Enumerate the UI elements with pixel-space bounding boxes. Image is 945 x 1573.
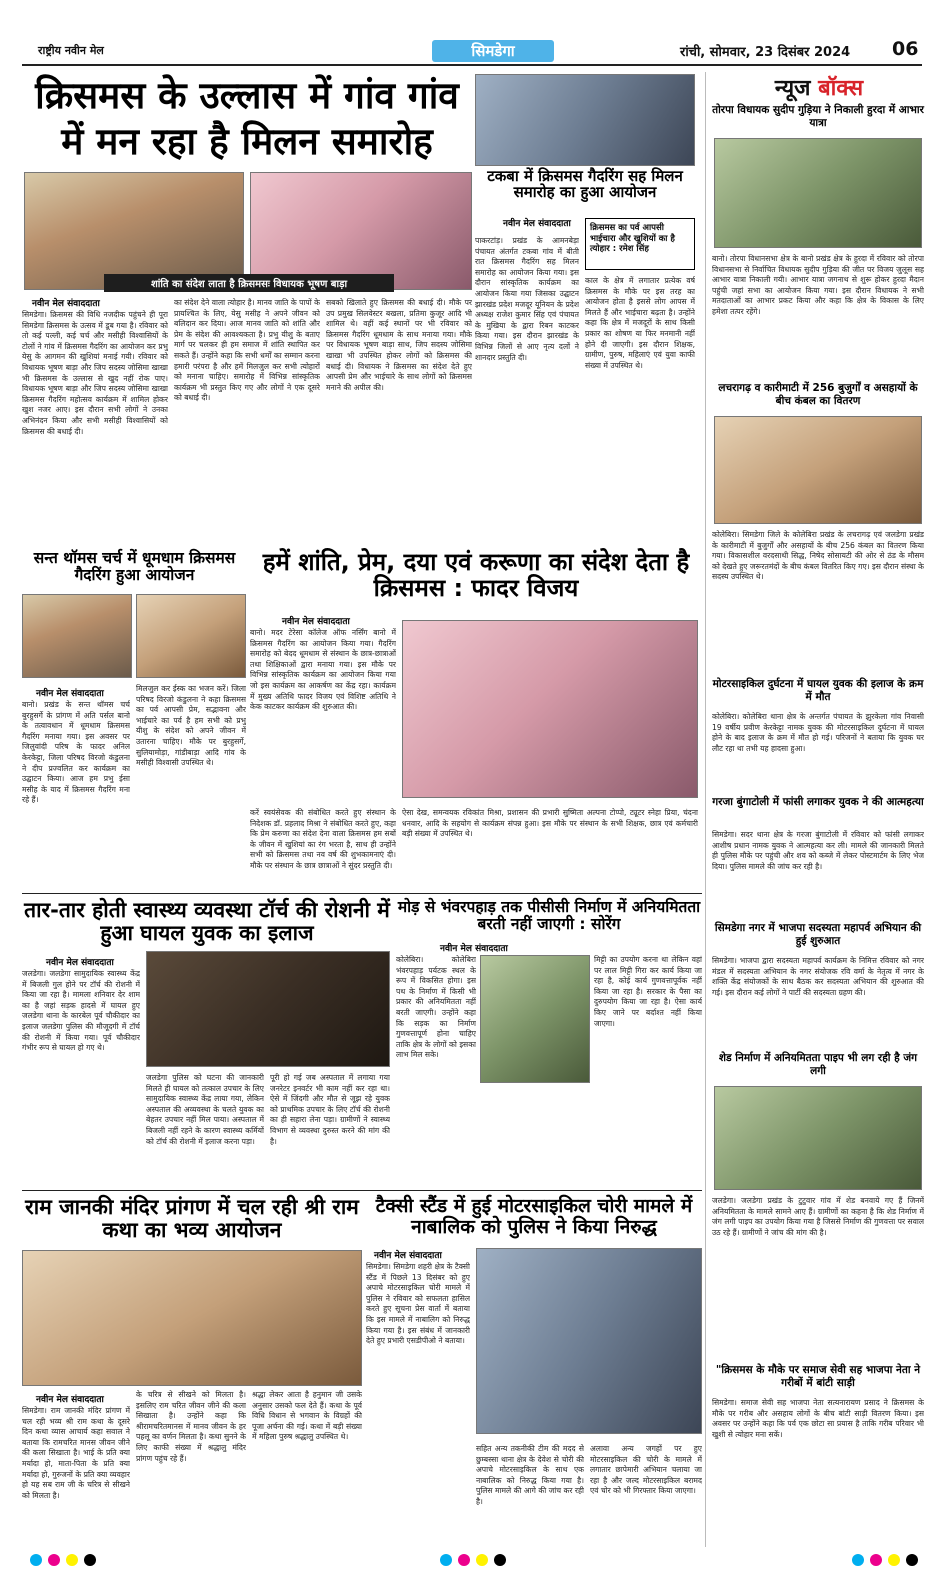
taxi-col-3: अलावा अन्य जगहों पर हुए मोटरसाइकिल की चोरी के मामले में लगातार छापेमारी अभियान चलाया जा रहा है और जल्द मोटरसाइकिल बरामद एवं चोर को भी गिरफ्तार किया जाएगा। [590, 1444, 702, 1496]
takba-photo [475, 74, 695, 166]
reg-mark-yellow [476, 1554, 488, 1566]
father-vijay-byline: नवीन मेल संवाददाता [282, 617, 350, 627]
takba-byline: नवीन मेल संवाददाता [503, 219, 571, 229]
news-box-title [712, 72, 926, 102]
news-box-item-headline: मोटरसाइकिल दुर्घटना में घायल युवक की इलाज के क्रम में मौत [712, 678, 924, 703]
news-box-item-headline: "क्रिसमस के मौके पर समाज सेवी सह भाजपा नेता ने गरीबों में बांटी साड़ी [715, 1364, 921, 1389]
main-col-2: का संदेश देने वाला त्योहार है। मानव जाति के पापों के प्रायश्चित के लिए, येसु मसीह ने अपने जीवन को बलिदान कर दिया। आज मानव जाति को शांति और प्रेम के संदेश की आवश्यकता है। प्रभु यीशु के बताए मार्ग पर चलकर ही हम समाज में शांति स्थापित कर सकते हैं। उन्होंने कहा कि सभी धर्मों का सम्मान करना हमारी परंपरा है और हमें मिलजुल कर सभी त्योहारों को मनाना चाहिए। समारोह में विभिन्न सांस्कृतिक कार्यक्रम भी प्रस्तुत किए गए और लोगों ने एक दूसरे को बधाई दी। [174, 298, 320, 403]
news-box-item-body: सिमडेगा। सदर थाना क्षेत्र के गरजा बुंगाटोली में रविवार को फांसी लगाकर आशीष प्रधान नामक युवक ने आत्महत्या कर ली। मामले की जानकारी मिलते ही पुलिस मौके पर पहुंची और शव को कब्जे में लेकर पोस्टमार्टम के लिए भेज दिया। पुलिस मामले की जांच कर रही है। [712, 830, 924, 871]
ram-katha-col-1: सिमडेगा। राम जानकी मंदिर प्रांगण में चल रही भव्य श्री राम कथा के दूसरे दिन कथा व्यास आचार्य कहा सवाल ने बताया कि रामचरित मानस जीवन जीने की कला सिखाता है। भाई के प्रति क्या मर्यादा हो, माता-पिता के प्रति क्या मर्यादा हो, गुरुजनों के प्रति क्या व्यवहार हो यह सब राम जी के चरित्र से सीखने को मिलता है। [22, 1406, 130, 1500]
takba-col-2: काल के क्षेत्र में लगातार प्रत्येक वर्ष क्रिसमस के मौके पर इस तरह का आयोजन होता है इससे लोग आपस में मिलते हैं और भाईचारा बढ़ता है। उन्होंने कहा कि क्षेत्र में मजदूरों के साथ किसी प्रकार का शोषण या फिर मनमानी नहीं होने दी जाएगी। इस दौरान शिक्षक, ग्रामीण, पुरुष, महिलाएं एवं युवा काफी संख्या में उपस्थित थे। [585, 276, 695, 370]
dateline: रांची, सोमवार, 23 दिसंबर 2024 [680, 45, 851, 60]
news-box-item-headline: सिमडेगा नगर में भाजपा सदस्यता महापर्व अभियान की हुई शुरुआत [714, 922, 922, 947]
section-divider [22, 893, 702, 894]
taxi-theft-story [366, 1194, 702, 1546]
print-registration-strip [0, 1548, 945, 1573]
health-headline: तार-तार होती स्वास्थ्य व्यवस्था टॉर्च की रोशनी में हुआ घायल युवक का इलाज [24, 898, 390, 945]
father-vijay-col-1: बानो। मदर टेरेसा कॉलेज ऑफ नर्सिंग बानो में क्रिसमस गैदरिंग का आयोजन किया गया। गैदरिंग समारोह को बेदद धूमधाम से संस्थान के छात्र-छात्राओं तथा शिक्षिकाओं द्वारा मनाया गया। इस मौके पर विभिन्न सांस्कृतिक कार्यक्रम का आयोजन किया गया जो इस कार्यक्रम का आकर्षण का केंद्र रहा। कार्यक्रम में मुख्य अतिथि फादर विजय एवं विशिष्ट अतिथि ने केक काटकर कार्यक्रम की शुरुआत की। [250, 628, 396, 712]
main-byline: नवीन मेल संवाददाता [32, 299, 100, 309]
takba-story [475, 72, 700, 547]
ram-katha-headline: राम जानकी मंदिर प्रांगण में चल रही श्री राम कथा का भव्य आयोजन [25, 1195, 359, 1242]
main-col-3: सबको खिलाते हुए क्रिसमस की बधाई दी। मौके पर उप प्रमुख सिलवेस्टर बखला, प्रतिमा कुजूर आदि भी शामिल थे। वहीं कई स्थानों पर भी रविवार को क्रिसमस गैदरिंग धूमधाम के साथ मनाया गया। मौके पर विधायक भूषण बाड़ा साथ, जिप सदस्य जोसिमा खाखा भी उपस्थित होकर लोगों को क्रिसमस की बधाई दी। विधायक ने क्रिसमस का संदेश देते हुए आपसी प्रेम और भाईचारे के साथ लोगों को क्रिसमस मनाने की अपील की। [326, 298, 472, 392]
health-col-2: जलडेगा पुलिस को घटना की जानकारी मिलते ही घायल को तत्काल उपचार के लिए सामुदायिक स्वास्थ्य केंद्र लाया गया, लेकिन अस्पताल की अव्यवस्था के चलते युवक का बेहतर उपचार नहीं मिल पाया। अस्पताल में बिजली नहीं रहने के कारण स्वास्थ्य कर्मियों को टॉर्च की रोशनी में इलाज करना पड़ा। [146, 1073, 264, 1146]
health-col-3: पूरी हो गई जब अस्पताल में लगाया गया जनरेटर इनवर्टर भी काम नहीं कर रहा था। ऐसे में जिंदगी और मौत से जूझ रहे युवक को प्राथमिक उपचार के लिए टॉर्च की रोशनी का ही सहारा लेना पड़ा। ग्रामीणों ने स्वास्थ्य विभाग से व्यवस्था दुरुस्त करने की मांग की है। [270, 1073, 390, 1146]
news-box-item-headline: गरजा बुंगाटोली में फांसी लगाकर युवक ने की आत्महत्या [712, 796, 924, 808]
taxi-byline: नवीन मेल संवाददाता [374, 1251, 442, 1261]
takba-col-1: पाकरटांड़। प्रखंड के आमनबेड़ा पंचायत अंतर्गत टकबा गांव में बीती रात क्रिसमस गैदरिंग सह मिलन समारोह का आयोजन किया गया। इस दौरान सांस्कृतिक कार्यक्रम का आयोजन किया गया जिसका उद्घाटन झारखंड प्रदेश मजदूर यूनियन के प्रदेश अध्यक्ष राजेश कुमार सिंह एवं पंचायत के मुखिया के द्वारा रिबन काटकर किया गया। इस दौरान झारखंड के विभिन्न जिलों से आए नृत्य दलों ने शानदार प्रस्तुति दी। [475, 236, 579, 362]
taxi-headline: टैक्सी स्टैंड में हुई मोटरसाइकिल चोरी मामले में नाबालिक को पुलिस ने किया निरुद्ध [375, 1195, 693, 1238]
health-torch-story [22, 897, 392, 1187]
news-box-item-body: कोलेबिरा। कोलेबिरा थाना क्षेत्र के अन्तर्गत पंचायत के झुरकेला गांव निवासी 19 वर्षीय प्रवीण केरकेट्टा नामक युवक की मोटरसाइकिल दुर्घटना में घायल होने के बाद इलाज के क्रम में मौत हो गई। परिजनों ने बताया कि युवक घर लौट रहा था तभी यह हादसा हुआ। [712, 712, 924, 753]
news-box-item-photo [714, 138, 922, 248]
news-box-item-body: सिमडेगा। भाजपा द्वारा सदस्यता महापर्व कार्यक्रम के निमित्त रविवार को नगर मंडल में सदस्यता अभियान के नगर संयोजक रवि वर्मा के नेतृत्व में नगर के शक्ति केंद्र संयोजकों के साथ बैठक कर सदस्यता अभियान की शुरुआत की गई। इस दौरान कई लोगों ने पार्टी की सदस्यता ग्रहण की। [712, 956, 924, 997]
reg-mark-magenta [48, 1554, 60, 1566]
father-vijay-col-2: करें स्वयंसेवक की संबोधित करते हुए संस्थान के निदेशक डॉ. प्रहलाद मिश्रा ने संबोधित करते हुए, कहा कि प्रेम करुणा का संदेश देना वाला क्रिसमस हम सबों के जीवन में खुशियां का रंग भरता है, साथ ही उन्होंने सभी को क्रिसमस तथा नव वर्ष की शुभकामनाएं दी। मौके पर संस्थान के छात्र छात्राओं ने सुंदर प्रस्तुति दी। [250, 808, 396, 870]
father-vijay-col-3: ऐसा देख, समन्वयक रविकांत मिश्रा, प्रशासन की प्रभारी सुष्मिता अल्पना टोप्पो, ट्यूटर स्नेहा प्रिया, चंदना धनवार, आदि के सहयोग से कार्यक्रम संपन्न हुआ। इस मौके पर संस्थान के सभी शिक्षक, छात्र एवं कर्मचारी बड़ी संख्या में उपस्थित थे। [402, 808, 698, 839]
news-box-title-black: न्यूज [774, 76, 819, 101]
ram-katha-byline: नवीन मेल संवाददाता [36, 1395, 104, 1405]
pcc-col-1: कोलेबिरा। कोलेबिरा भंवरपहाड़ पर्यटक स्थल के रूप में विकसित होगा। इस पथ के निर्माण में किसी भी प्रकार की अनियमितता नहीं बरती जाएगी। उन्होंने कहा कि सड़क का निर्माण गुणवत्तापूर्ण होना चाहिए ताकि क्षेत्र के लोगों को इसका लाभ मिल सके। [396, 955, 476, 1060]
reg-mark-black [906, 1554, 918, 1566]
taxi-col-2: सहित अन्य तकनीकी टीम की मदद से छुम्बस्सा थाना क्षेत्र के देवेश से चोरी की अपाचे मोटरसाइकिल के साथ एक नाबालिक को निरुद्ध किया गया है। पुलिस मामले की आगे की जांच कर रही है। [476, 1444, 584, 1506]
reg-mark-black [84, 1554, 96, 1566]
main-photo-left [24, 172, 244, 290]
news-box-item-photo [714, 1086, 922, 1190]
main-photo-right [250, 172, 472, 290]
pcc-photo [480, 955, 590, 1083]
main-headline-2: में मन रहा है मिलन समारोह [61, 120, 433, 163]
paper-name: राष्ट्रीय नवीन मेल [38, 44, 104, 57]
ram-katha-story [22, 1194, 362, 1546]
health-col-1: जलडेगा। जलडेगा सामुदायिक स्वास्थ्य केंद्र में बिजली गुल होने पर टॉर्च की रोशनी में किया जा रहा है। मामला शनिवार देर शाम का है जहां सड़क हादसे में घायल हुए जलडेगा थाना के कारबेल पूर्व चौकीदार का इलाज जलडेगा पुलिस की मौजूदगी में टॉर्च की रोशनी में किया गया। पूर्व चौकीदार गंभीर रूप से घायल हो गए थे। [22, 969, 140, 1053]
father-vijay-story [250, 550, 702, 890]
reg-mark-magenta [458, 1554, 470, 1566]
section-name: सिमडेगा [471, 42, 515, 60]
father-vijay-headline: हमें शांति, प्रेम, दया एवं करूणा का संदेश देता है क्रिसमस : फादर विजय [262, 548, 690, 602]
ram-katha-col-3: श्रद्धा लेकर आता है हनुमान जी उसके अनुसार उसको फल देते हैं। कथा के पूर्व विधि विधान से भगवान के विग्रहों की पूजा अर्चना की गई। कथा में बड़ी संख्या में महिला पुरुष श्रद्धालु उपस्थित थे। [252, 1390, 362, 1442]
health-byline: नवीन मेल संवाददाता [46, 958, 114, 968]
news-box-item-body: बानो। तोरपा विधानसभा क्षेत्र के बानो प्रखंड क्षेत्र के हुरदा में रविवार को तोरपा विधानसभा से निर्वाचित विधायक सुदीप गुड़िया की जीत पर विजय जुलूस सह आभार यात्रा निकाली गयी। आभार यात्रा जगनाथ से शुरू होकर हुरदा मैदान पहुंची जहां सभा का आयोजन किया गया। इस दौरान विधायक ने सभी मतदाताओं का आभार प्रकट किया और कहा कि क्षेत्र के विकास के लिए हमेशा तत्पर रहेंगे। [712, 254, 924, 316]
pcc-byline: नवीन मेल संवाददाता [440, 944, 508, 954]
news-box-item-headline: तोरपा विधायक सुदीप गुड़िया ने निकाली हुरदा में आभार यात्रा [712, 104, 924, 129]
main-headline-1: क्रिसमस के उल्लास में गांव गांव [35, 74, 459, 117]
page-number: 06 [892, 38, 919, 60]
father-vijay-photo [402, 620, 698, 798]
masthead-rule [22, 64, 922, 66]
taxi-photo [476, 1248, 702, 1434]
reg-mark-cyan [852, 1554, 864, 1566]
thomas-church-story [22, 550, 247, 890]
news-box-item-body: कोलेबिरा। सिमडेगा जिले के कोलेबिरा प्रखंड के लचरागढ़ एवं जलडेगा प्रखंड के कारीमाटी में बुजुर्गों और असहायों के बीच 256 कंबल का वितरण किया गया। विकासशील वरदसाथी सिद्ध, निषेद सोसायटी की ओर से ठंड के मौसम को देखते हुए जरूरतमंदों के बीच कंबल वितरित किए गए। इस दौरान संस्था के सदस्य उपस्थित थे। [712, 530, 924, 582]
thomas-col-1: बानो। प्रखंड के सन्त थॉमस चर्च बुरहुसर्गे के प्रांगण में अति पर्सल बानो के तत्वावधान में धूमधाम क्रिसमस गैदरिंग मनाया गया। इस अवसर पर जिलुवांदी परिष के फादर अनिल केरकेट्टा, जिला परिषद विरजो कंडुलना ने दीप प्रज्वलित कर कार्यक्रम का उद्घाटन किया। आज हम प्रभु ईसा मसीह के याद में क्रिसमस गैदरिंग मना रहे हैं। [22, 700, 130, 805]
thomas-col-2: मिलजुल कर ईस्क का भजन करें। जिला परिषद विरजो कंडुलना ने कहा क्रिसमस का पर्व आपसी प्रेम, सद्भावना और भाईचारे का पर्व है हम सभी को प्रभु यीशु के संदेश को अपने जीवन में उतारना चाहिए। मौके पर बुरहुसर्गे, सुलियामोड़ा, गांडीबाड़ा आदि गांव के मसीही विश्वासी उपस्थित थे। [136, 684, 246, 768]
reg-mark-black [494, 1554, 506, 1566]
section-divider [22, 1190, 702, 1191]
pcc-road-story [396, 897, 702, 1187]
section-banner [432, 40, 554, 62]
reg-mark-cyan [440, 1554, 452, 1566]
news-box-item-body: सिमडेगा। समाज सेवी सह भाजपा नेता सत्यनारायण प्रसाद ने क्रिसमस के मौके पर गरीब और असहाय लोगों के बीच बांटी साड़ी वितरण किया। इस अवसर पर उन्होंने कहा कि पर्व एक छोटा सा प्रयास है ताकि गरीब परिवार भी खुशी से त्योहार मना सकें। [712, 1398, 924, 1439]
main-col-1: सिमडेगा। क्रिसमस की विधि नजदीक पहुंचने ही पूरा सिमडेगा क्रिसमस के उत्सव में डूब गया है। रविवार को तो कई पल्ली, कई चर्च और मसीही विश्वासियों के टोलों ने गांव में क्रिसमस गैदरिंग का आयोजन कर प्रभु येसु के आगमन की खुशियां मनाई गयी। रविवार को विधायक भूषण बाड़ा और जिप सदस्य जोसिमा खाखा भी क्रिसमस के उल्लास से खुद नहीं रोक पाए। विधायक भूषण बाड़ा और जिप सदस्य जोसिमा खाखा क्रिसमस गैदरिंग महोत्सव कार्यक्रम में शामिल होकर खुश नजर आए। इस दौरान सभी लोगों ने उनका अभिनंदन किया और सभी मसीही विश्वासियों को क्रिसमस की बधाई दी। [22, 310, 168, 436]
thomas-headline: सन्त थॉमस चर्च में धूमधाम क्रिसमस गैदरिंग हुआ आयोजन [33, 549, 236, 584]
takba-quote: क्रिसमस का पर्व आपसी भाईचारा और खुशियों का है त्योहार : रमेश सिंह [585, 218, 695, 270]
news-box-item-headline: शेड निर्माण में अनियमितता पाइप भी लग रही है जंग लगी [718, 1052, 918, 1077]
takba-headline: टकबा में क्रिसमस गैदरिंग सह मिलन समारोह का हुआ आयोजन [487, 167, 683, 202]
health-photo [146, 951, 390, 1067]
main-story [22, 72, 472, 547]
ram-katha-photo [22, 1250, 362, 1386]
main-photo-caption: शांति का संदेश लाता है क्रिसमसः विधायक भूषण बाड़ा [104, 274, 394, 292]
thomas-photo-right [136, 594, 246, 678]
thomas-byline: नवीन मेल संवाददाता [36, 689, 104, 699]
news-box-title-red: बॉक्स [818, 76, 864, 101]
reg-mark-cyan [30, 1554, 42, 1566]
news-box-item-photo [714, 416, 922, 524]
thomas-photo-left [22, 594, 132, 678]
news-box-item-body: जलडेगा। जलडेगा प्रखंड के टुटुवार गांव में शेड बनवाये गए हैं जिनमें अनियमितता के मामले सामने आए हैं। ग्रामीणों का कहना है कि शेड निर्माण में जंग लगी पाइप का उपयोग किया गया है जिससे निर्माण की गुणवत्ता पर सवाल उठ रहे हैं। ग्रामीणों ने जांच की मांग की है। [712, 1196, 924, 1237]
pcc-col-2: मिट्टी का उपयोग करना था लेकिन वहां पर लाल मिट्टी गिरा कर कार्य किया जा रहा है, कोई कार्य गुणवत्तापूर्वक नहीं किया जा रहा है। सरकार के पैसा का दुरुपयोग किया जा रहा है। ऐसा कार्य किए जाने पर बर्दाश्त नहीं किया जाएगा। [594, 955, 702, 1028]
pcc-headline: मोड़ से भंवरपहाड़ तक पीसीसी निर्माण में अनियमितता बरती नहीं जाएगी : सोरेंग [397, 898, 701, 933]
news-box-item-headline: लचरागढ़ व कारीमाटी में 256 बुजुर्गों व असहायों के बीच कंबल का वितरण [718, 382, 918, 407]
ram-katha-col-2: के चरित्र से सीखने को मिलता है। इसलिए राम चरित जीवन जीने की कला सिखाता है। उन्होंने कहा कि श्रीरामचरितमानस में मानव जीवन के हर पहलू का वर्णन मिलता है। कथा सुनने के लिए काफी संख्या में श्रद्धालु मंदिर प्रांगण पहुंच रहे हैं। [136, 1390, 246, 1463]
reg-mark-yellow [66, 1554, 78, 1566]
reg-mark-yellow [888, 1554, 900, 1566]
reg-mark-magenta [870, 1554, 882, 1566]
taxi-col-1: सिमडेगा। सिमडेगा शहरी क्षेत्र के टैक्सी स्टैंड में पिछले 13 दिसंबर को हुए अपाचे मोटरसाइकिल चोरी मामले में पुलिस ने रविवार को सफलता हासिल करते हुए सूचना प्रेस वार्ता में बताया कि इस मामले में नाबालिग को निरुद्ध किया गया है। इस संबंध में जानकारी देते हुए प्रभारी एसडीपीओ ने बताया। [366, 1262, 470, 1346]
news-box [705, 72, 925, 1547]
masthead [0, 0, 945, 70]
